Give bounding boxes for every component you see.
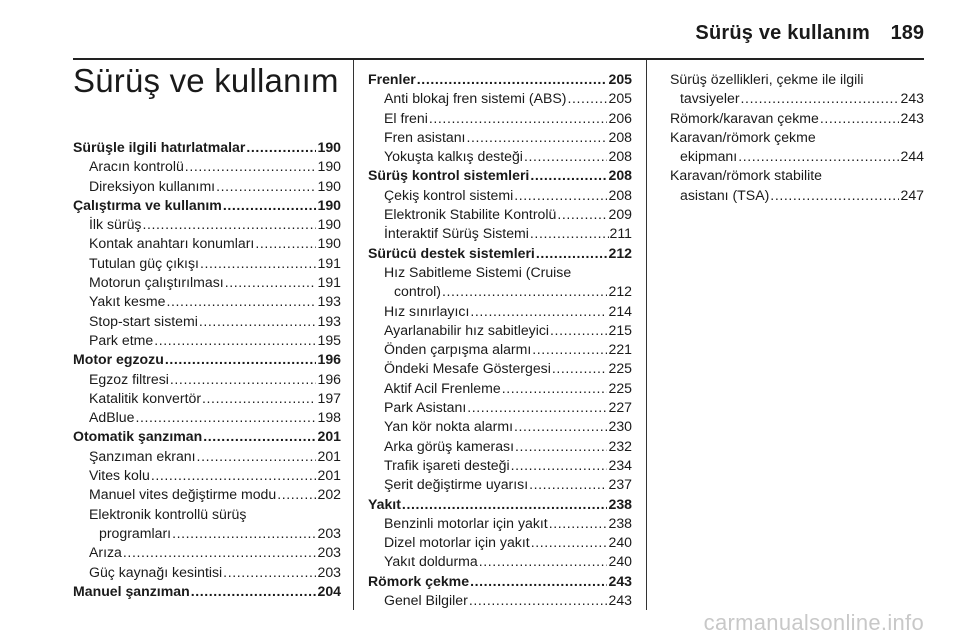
dot-leader <box>557 205 607 224</box>
entry-page-number: 201 <box>317 467 341 484</box>
entry-title: Benzinli motorlar için yakıt <box>384 514 548 531</box>
entry-title: Tutulan güç çıkışı <box>89 254 199 271</box>
entry-title: Çalıştırma ve kullanım <box>73 196 222 213</box>
dot-leader <box>770 186 899 205</box>
entry-title: Direksiyon kullanımı <box>89 177 216 194</box>
dot-leader <box>246 138 316 157</box>
column-divider <box>353 60 354 610</box>
toc-section-entry[interactable] <box>368 495 632 514</box>
toc-entry[interactable] <box>368 437 632 456</box>
entry-title: Motor egzozu <box>73 351 164 368</box>
entry-title: Egzoz filtresi <box>89 370 169 387</box>
entry-page-number: 196 <box>317 370 341 387</box>
entry-page-number: 208 <box>608 167 632 184</box>
dot-leader <box>469 591 608 610</box>
toc-entry[interactable] <box>368 456 632 475</box>
dot-leader <box>402 495 608 514</box>
entry-page-number: 234 <box>608 456 632 473</box>
entry-page-number: 190 <box>317 158 341 175</box>
entry-page-number: 212 <box>608 244 632 261</box>
entry-title: Genel Bilgiler <box>384 592 468 609</box>
toc-entry[interactable] <box>73 331 341 350</box>
dot-leader <box>191 582 317 601</box>
toc-entry[interactable] <box>368 359 632 378</box>
entry-page-number: 240 <box>608 534 632 551</box>
toc-section-entry[interactable] <box>73 350 341 369</box>
toc-entry[interactable] <box>368 552 632 571</box>
dot-leader <box>467 398 607 417</box>
toc-entry[interactable] <box>368 147 632 166</box>
entry-title: Sürücü destek sistemleri <box>368 244 535 261</box>
entry-page-number: 240 <box>608 553 632 570</box>
toc-entry[interactable] <box>670 89 924 108</box>
entry-page-number: 203 <box>317 524 341 541</box>
entry-title: Frenler <box>368 71 416 87</box>
toc-entry[interactable] <box>73 543 341 562</box>
entry-title: Trafik işareti desteği <box>384 456 510 473</box>
toc-entry[interactable] <box>73 177 341 196</box>
dot-leader <box>515 437 607 456</box>
dot-leader <box>172 524 316 543</box>
toc-entry[interactable] <box>368 321 632 340</box>
entry-page-number: 196 <box>317 351 341 368</box>
entry-page-number: 195 <box>317 331 341 348</box>
entry-page-number: 190 <box>317 139 341 155</box>
dot-leader <box>470 572 607 591</box>
toc-section-entry[interactable] <box>73 196 341 215</box>
toc-entry[interactable] <box>73 254 341 273</box>
dot-leader <box>524 147 608 166</box>
entry-page-number: 232 <box>608 437 632 454</box>
toc-entry[interactable] <box>73 312 341 331</box>
watermark: carmanualsonline.info <box>703 610 924 635</box>
entry-page-number: 214 <box>608 302 632 319</box>
dot-leader <box>738 147 899 166</box>
toc-entry[interactable]: Karavan/römork çekme <box>670 128 816 145</box>
dot-leader <box>197 447 317 466</box>
dot-leader <box>529 475 607 494</box>
entry-title: Önden çarpışma alarmı <box>384 341 532 358</box>
dot-leader <box>511 456 608 475</box>
entry-title: Sürüşle ilgili hatırlatmalar <box>73 139 246 155</box>
dot-leader <box>429 109 608 128</box>
entry-page-number: 208 <box>608 186 632 203</box>
entry-page-number: 190 <box>317 196 341 213</box>
dot-leader <box>466 128 607 147</box>
entry-page-number: 244 <box>900 148 924 165</box>
entry-page-number: 208 <box>608 148 632 165</box>
entry-title: Dizel motorlar için yakıt <box>384 534 530 551</box>
entry-page-number: 221 <box>608 341 632 358</box>
entry-title: Aktif Acil Frenleme <box>384 379 501 396</box>
toc-entry[interactable] <box>73 215 341 234</box>
toc-entry[interactable] <box>368 186 632 205</box>
entry-page-number: 243 <box>900 90 924 107</box>
dot-leader <box>167 292 317 311</box>
column-divider <box>646 60 647 610</box>
toc-entry[interactable]: Sürüş özellikleri, çekme ile ilgili <box>670 71 864 87</box>
toc-entry[interactable] <box>368 109 632 128</box>
toc-column-3 <box>670 70 924 205</box>
entry-page-number: 190 <box>317 216 341 233</box>
toc-entry[interactable] <box>368 340 632 359</box>
entry-page-number: 201 <box>317 447 341 464</box>
dot-leader <box>255 234 316 253</box>
toc-section-entry[interactable] <box>73 138 341 157</box>
toc-entry[interactable] <box>73 563 341 582</box>
toc-entry[interactable] <box>368 89 632 108</box>
dot-leader <box>530 166 607 185</box>
entry-page-number: 197 <box>317 389 341 406</box>
toc-section-entry[interactable] <box>368 572 632 591</box>
entry-title: Yan kör nokta alarmı <box>384 418 513 435</box>
toc-entry[interactable] <box>73 370 341 389</box>
entry-title: Şerit değiştirme uyarısı <box>384 476 529 493</box>
dot-leader <box>223 196 317 215</box>
entry-page-number: 238 <box>608 514 632 531</box>
entry-page-number: 190 <box>317 235 341 252</box>
entry-title: Park etme <box>89 331 154 348</box>
running-head: Sürüş ve kullanım <box>695 22 870 44</box>
entry-title: Arıza <box>89 544 122 561</box>
entry-title: İlk sürüş <box>89 216 142 233</box>
toc-entry[interactable] <box>73 466 341 485</box>
dot-leader <box>479 552 608 571</box>
entry-title: programları <box>99 524 172 541</box>
entry-page-number: 198 <box>317 409 341 426</box>
entry-page-number: 201 <box>317 428 341 445</box>
entry-page-number: 215 <box>608 321 632 338</box>
dot-leader <box>154 331 316 350</box>
dot-leader <box>514 417 607 436</box>
entry-title: Yakıt kesme <box>89 293 166 310</box>
dot-leader <box>216 177 316 196</box>
entry-title: ekipmanı <box>680 148 738 165</box>
toc-entry[interactable] <box>368 302 632 321</box>
entry-page-number: 203 <box>317 544 341 561</box>
entry-title: El freni <box>384 109 428 126</box>
entry-page-number: 225 <box>608 360 632 377</box>
entry-title: Stop-start sistemi <box>89 312 198 329</box>
toc-entry[interactable] <box>73 234 341 253</box>
entry-title: Yakıt doldurma <box>384 553 478 570</box>
entry-title: Şanzıman ekranı <box>89 447 196 464</box>
entry-title: Katalitik konvertör <box>89 389 202 406</box>
toc-entry[interactable] <box>368 475 632 494</box>
toc-entry[interactable] <box>368 379 632 398</box>
entry-title: Park Asistanı <box>384 399 467 416</box>
toc-section-entry[interactable] <box>73 427 341 446</box>
entry-page-number: 243 <box>900 109 924 126</box>
entry-page-number: 202 <box>317 486 341 503</box>
dot-leader <box>165 350 317 369</box>
toc-section-entry[interactable] <box>368 70 632 89</box>
header-rule <box>73 58 924 60</box>
toc-entry[interactable] <box>73 292 341 311</box>
dot-leader <box>530 224 609 243</box>
entry-title: Elektronik Stabilite Kontrolü <box>384 206 557 223</box>
dot-leader <box>142 215 316 234</box>
entry-page-number: 238 <box>608 495 632 512</box>
toc-entry[interactable] <box>368 417 632 436</box>
toc-section-entry[interactable] <box>73 582 341 601</box>
entry-page-number: 193 <box>317 312 341 329</box>
dot-leader <box>552 359 608 378</box>
dot-leader <box>470 302 607 321</box>
entry-title: İnteraktif Sürüş Sistemi <box>384 225 529 242</box>
toc-entry[interactable] <box>73 485 341 504</box>
entry-title: Aracın kontrolü <box>89 158 184 175</box>
entry-page-number: 243 <box>608 592 632 609</box>
dot-leader <box>223 563 316 582</box>
toc-section-entry[interactable] <box>368 244 632 263</box>
entry-page-number: 204 <box>317 582 341 599</box>
dot-leader <box>531 533 608 552</box>
entry-title: Güç kaynağı kesintisi <box>89 563 223 580</box>
entry-title: Vites kolu <box>89 467 150 484</box>
entry-page-number: 206 <box>608 109 632 126</box>
toc-entry[interactable] <box>73 157 341 176</box>
entry-title: Arka görüş kamerası <box>384 437 515 454</box>
dot-leader <box>417 70 608 89</box>
entry-title: tavsiyeler <box>680 90 740 107</box>
entry-title: Manuel şanzıman <box>73 582 190 599</box>
entry-title: Römork/karavan çekme <box>670 109 819 126</box>
dot-leader <box>568 89 608 108</box>
dot-leader <box>185 157 317 176</box>
dot-leader <box>123 543 317 562</box>
entry-page-number: 227 <box>608 399 632 416</box>
dot-leader <box>135 408 316 427</box>
entry-title: Çekiş kontrol sistemi <box>384 186 514 203</box>
entry-page-number: 193 <box>317 293 341 310</box>
dot-leader <box>550 321 607 340</box>
toc-entry[interactable] <box>368 514 632 533</box>
entry-page-number: 205 <box>608 90 632 107</box>
chapter-title: Sürüş ve kullanım <box>73 62 339 99</box>
entry-title: AdBlue <box>89 409 135 426</box>
entry-page-number: 209 <box>608 206 632 223</box>
toc-column-2 <box>368 70 632 610</box>
toc-entry[interactable] <box>368 398 632 417</box>
entry-title: Fren asistanı <box>384 128 466 145</box>
entry-title: Otomatik şanzıman <box>73 428 203 445</box>
entry-page-number: 203 <box>317 563 341 580</box>
dot-leader <box>200 254 317 273</box>
dot-leader <box>151 466 317 485</box>
toc-section-entry[interactable] <box>368 166 632 185</box>
dot-leader <box>741 89 900 108</box>
dot-leader <box>225 273 317 292</box>
dot-leader <box>203 427 316 446</box>
dot-leader <box>277 485 316 504</box>
toc-entry[interactable] <box>670 147 924 166</box>
dot-leader <box>820 109 900 128</box>
entry-page-number: 191 <box>317 254 341 271</box>
entry-page-number: 237 <box>608 476 632 493</box>
toc-entry[interactable]: Karavan/römork stabilite <box>670 167 822 184</box>
dot-leader <box>442 282 607 301</box>
entry-page-number: 230 <box>608 418 632 435</box>
entry-title: asistanı (TSA) <box>680 186 770 203</box>
page-number: 189 <box>890 22 924 44</box>
entry-page-number: 225 <box>608 379 632 396</box>
dot-leader <box>502 379 608 398</box>
toc-entry[interactable] <box>670 186 924 205</box>
toc-entry[interactable] <box>73 447 341 466</box>
entry-title: Ayarlanabilir hız sabitleyici <box>384 321 550 338</box>
entry-title: Hız sınırlayıcı <box>384 302 470 319</box>
toc-entry[interactable] <box>73 273 341 292</box>
toc-entry[interactable] <box>368 224 632 243</box>
dot-leader <box>170 370 317 389</box>
dot-leader <box>532 340 607 359</box>
entry-page-number: 211 <box>609 225 632 242</box>
dot-leader <box>202 389 316 408</box>
toc-column-1 <box>73 138 341 601</box>
dot-leader <box>549 514 608 533</box>
toc-entry[interactable] <box>73 389 341 408</box>
toc-entry[interactable] <box>73 408 341 427</box>
toc-entry[interactable]: Elektronik kontrollü sürüş <box>89 505 247 522</box>
entry-title: Kontak anahtarı konumları <box>89 235 255 252</box>
dot-leader <box>536 244 608 263</box>
dot-leader <box>514 186 607 205</box>
entry-page-number: 208 <box>608 128 632 145</box>
entry-title: Motorun çalıştırılması <box>89 274 224 291</box>
entry-page-number: 191 <box>317 274 341 291</box>
entry-page-number: 190 <box>317 177 341 194</box>
entry-title: Yakıt <box>368 495 401 512</box>
toc-entry[interactable]: Hız Sabitleme Sistemi (Cruise <box>384 263 572 280</box>
toc-entry[interactable] <box>670 109 924 128</box>
dot-leader <box>199 312 317 331</box>
toc-entry[interactable] <box>368 128 632 147</box>
entry-page-number: 247 <box>900 186 924 203</box>
entry-page-number: 243 <box>608 572 632 589</box>
entry-page-number: 212 <box>608 283 632 300</box>
entry-page-number: 205 <box>608 71 632 87</box>
entry-title: Römork çekme <box>368 572 470 589</box>
entry-title: control) <box>394 283 441 300</box>
toc-entry[interactable] <box>368 282 632 301</box>
toc-entry[interactable] <box>73 524 341 543</box>
toc-entry[interactable] <box>368 533 632 552</box>
entry-title: Anti blokaj fren sistemi (ABS) <box>384 90 567 107</box>
entry-title: Manuel vites değiştirme modu <box>89 486 277 503</box>
toc-entry[interactable] <box>368 591 632 610</box>
entry-title: Sürüş kontrol sistemleri <box>368 167 530 184</box>
toc-entry[interactable] <box>368 205 632 224</box>
entry-title: Öndeki Mesafe Göstergesi <box>384 360 551 377</box>
entry-title: Yokuşta kalkış desteği <box>384 148 523 165</box>
